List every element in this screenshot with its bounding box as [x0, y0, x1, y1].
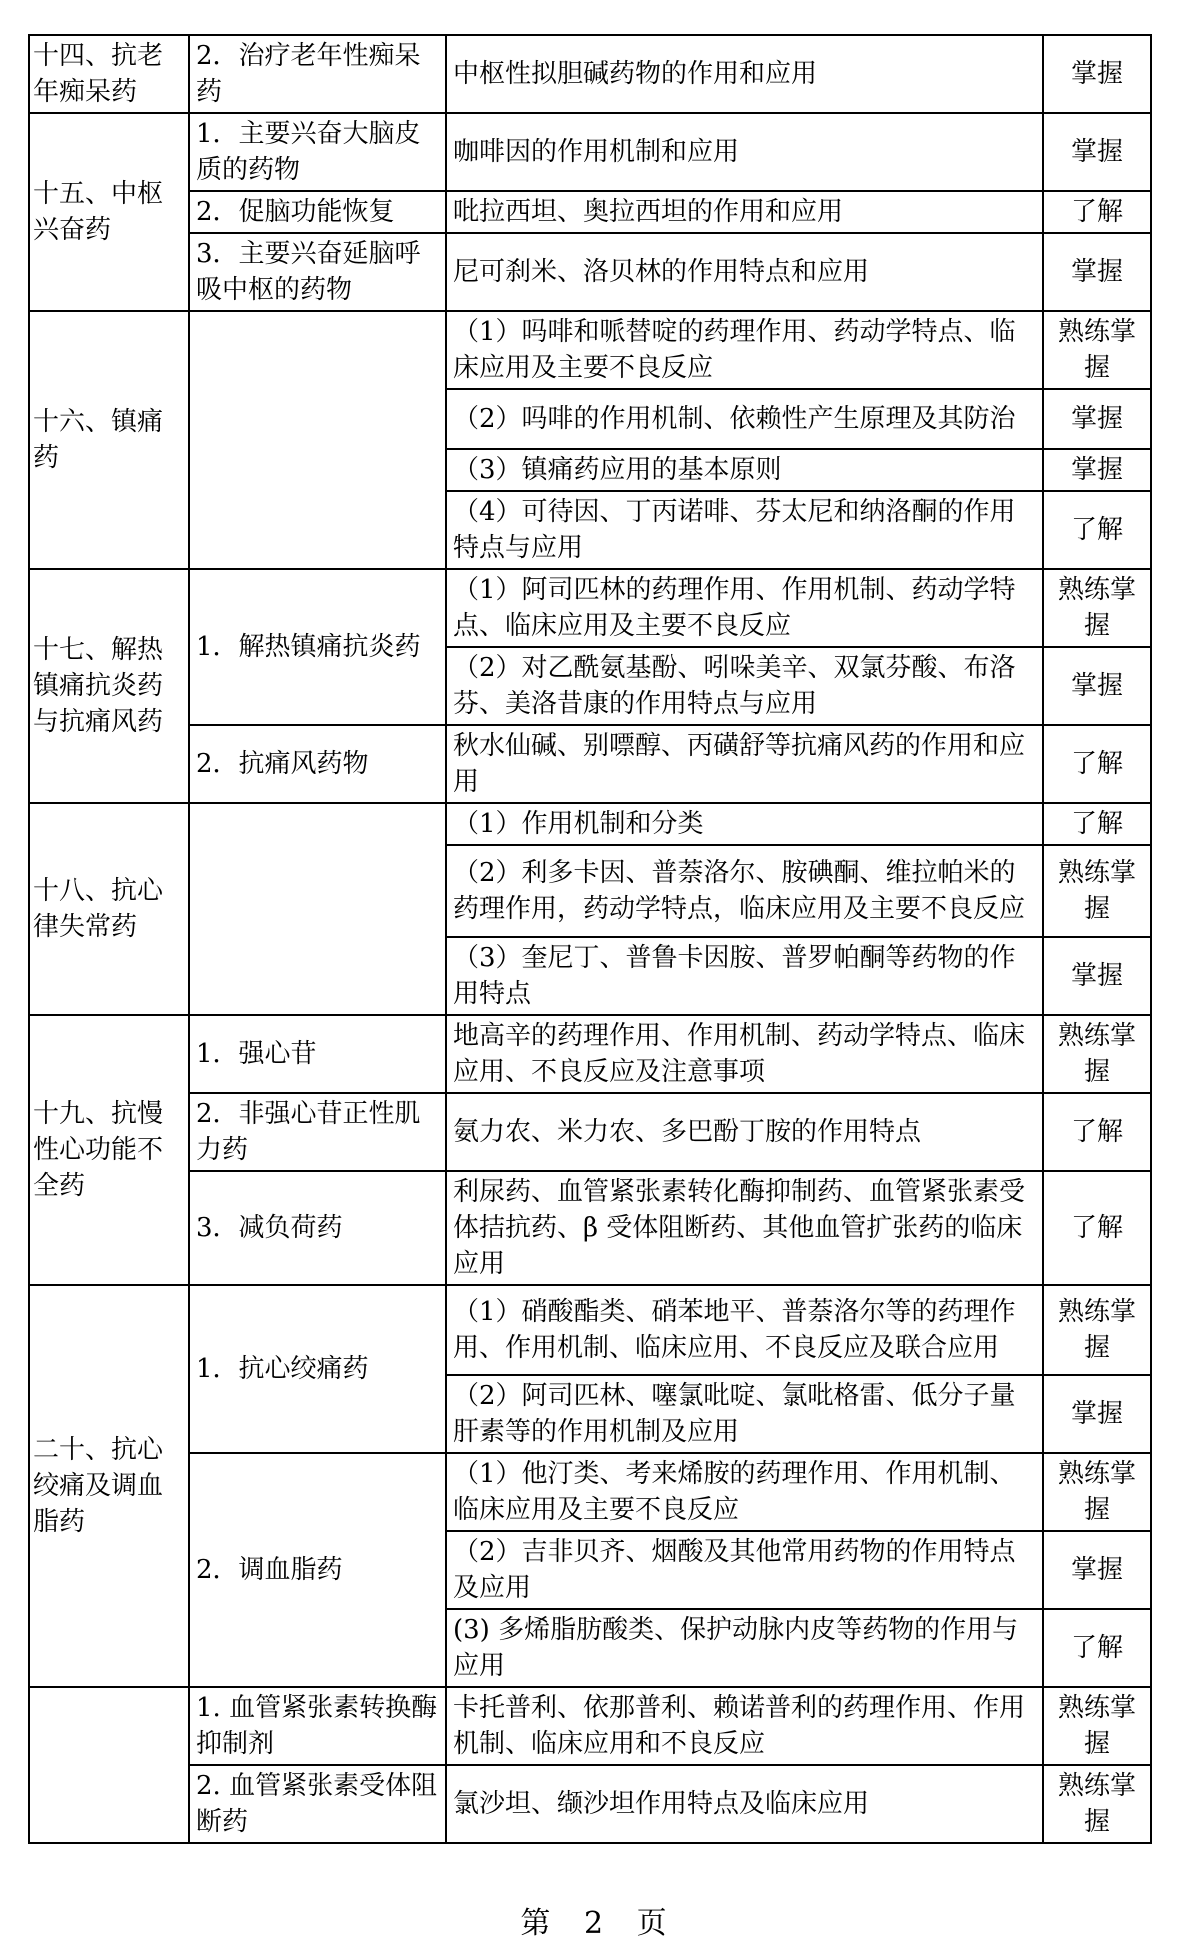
chapter-title: 十六、镇痛药 — [29, 311, 189, 569]
section-name: 3．主要兴奋延脑呼吸中枢的药物 — [189, 233, 446, 311]
item-content: （2）吉非贝齐、烟酸及其他常用药物的作用特点及应用 — [446, 1531, 1043, 1609]
chapter-title: 十七、解热镇痛抗炎药与抗痛风药 — [29, 569, 189, 803]
requirement-level: 熟练掌握 — [1043, 1765, 1151, 1843]
table-row — [29, 1687, 1151, 1765]
requirement-level: 熟练掌握 — [1043, 1687, 1151, 1765]
requirement-level: 掌握 — [1043, 937, 1151, 1015]
requirement-level: 掌握 — [1043, 35, 1151, 113]
section-name: 3．减负荷药 — [189, 1171, 446, 1285]
item-content: （1）吗啡和哌替啶的药理作用、药动学特点、临床应用及主要不良反应 — [446, 311, 1043, 389]
section-name: 1．主要兴奋大脑皮质的药物 — [189, 113, 446, 191]
requirement-level: 了解 — [1043, 803, 1151, 845]
requirement-level: 熟练掌握 — [1043, 1285, 1151, 1375]
requirement-level: 熟练掌握 — [1043, 1015, 1151, 1093]
table-row — [29, 1453, 1151, 1531]
item-content: 咖啡因的作用机制和应用 — [446, 113, 1043, 191]
requirement-level: 掌握 — [1043, 1375, 1151, 1453]
item-content: 卡托普利、依那普利、赖诺普利的药理作用、作用机制、临床应用和不良反应 — [446, 1687, 1043, 1765]
chapter-title: 十五、中枢兴奋药 — [29, 113, 189, 311]
item-content: （2）吗啡的作用机制、依赖性产生原理及其防治 — [446, 389, 1043, 449]
item-content: 氯沙坦、缬沙坦作用特点及临床应用 — [446, 1765, 1043, 1843]
table-row — [29, 35, 1151, 113]
requirement-level: 熟练掌握 — [1043, 569, 1151, 647]
item-content: （1）硝酸酯类、硝苯地平、普萘洛尔等的药理作用、作用机制、临床应用、不良反应及联合应用 — [446, 1285, 1043, 1375]
syllabus-table-body — [29, 35, 1151, 1843]
requirement-level: 了解 — [1043, 1093, 1151, 1171]
item-content: 尼可刹米、洛贝林的作用特点和应用 — [446, 233, 1043, 311]
page-number: 第 2 页 — [520, 1906, 679, 1941]
item-content: （2）阿司匹林、噻氯吡啶、氯吡格雷、低分子量肝素等的作用机制及应用 — [446, 1375, 1043, 1453]
table-row — [29, 1171, 1151, 1285]
chapter-title: 十四、抗老年痴呆药 — [29, 35, 189, 113]
requirement-level: 了解 — [1043, 1609, 1151, 1687]
item-content: （3）镇痛药应用的基本原则 — [446, 449, 1043, 491]
item-content: 地高辛的药理作用、作用机制、药动学特点、临床应用、不良反应及注意事项 — [446, 1015, 1043, 1093]
section-name: 2．非强心苷正性肌力药 — [189, 1093, 446, 1171]
item-content: 秋水仙碱、别嘌醇、丙磺舒等抗痛风药的作用和应用 — [446, 725, 1043, 803]
requirement-level: 掌握 — [1043, 113, 1151, 191]
item-content: 氨力农、米力农、多巴酚丁胺的作用特点 — [446, 1093, 1043, 1171]
item-content: 吡拉西坦、奥拉西坦的作用和应用 — [446, 191, 1043, 233]
section-name — [189, 311, 446, 569]
section-name: 2. 血管紧张素受体阻断药 — [189, 1765, 446, 1843]
table-row — [29, 311, 1151, 389]
requirement-level: 掌握 — [1043, 647, 1151, 725]
table-row — [29, 233, 1151, 311]
item-content: (3) 多烯脂肪酸类、保护动脉内皮等药物的作用与应用 — [446, 1609, 1043, 1687]
requirement-level: 掌握 — [1043, 449, 1151, 491]
table-row — [29, 1285, 1151, 1375]
chapter-title: 十九、抗慢性心功能不全药 — [29, 1015, 189, 1285]
requirement-level: 熟练掌握 — [1043, 311, 1151, 389]
section-name: 1．解热镇痛抗炎药 — [189, 569, 446, 725]
table-row — [29, 1093, 1151, 1171]
item-content: 利尿药、血管紧张素转化酶抑制药、血管紧张素受体拮抗药、β 受体阻断药、其他血管扩张药的临床应用 — [446, 1171, 1043, 1285]
table-row — [29, 803, 1151, 845]
syllabus-sheet — [28, 34, 1150, 1844]
section-name: 1．抗心绞痛药 — [189, 1285, 446, 1453]
table-row — [29, 1765, 1151, 1843]
section-name: 2．治疗老年性痴呆药 — [189, 35, 446, 113]
section-name: 2．调血脂药 — [189, 1453, 446, 1687]
item-content: （3）奎尼丁、普鲁卡因胺、普罗帕酮等药物的作用特点 — [446, 937, 1043, 1015]
requirement-level: 了解 — [1043, 1171, 1151, 1285]
table-row — [29, 191, 1151, 233]
item-content: （1）他汀类、考来烯胺的药理作用、作用机制、临床应用及主要不良反应 — [446, 1453, 1043, 1531]
requirement-level: 掌握 — [1043, 1531, 1151, 1609]
section-name: 2．抗痛风药物 — [189, 725, 446, 803]
requirement-level: 了解 — [1043, 725, 1151, 803]
chapter-title: 十八、抗心律失常药 — [29, 803, 189, 1015]
section-name: 1. 血管紧张素转换酶抑制剂 — [189, 1687, 446, 1765]
item-content: （1）阿司匹林的药理作用、作用机制、药动学特点、临床应用及主要不良反应 — [446, 569, 1043, 647]
item-content: （4）可待因、丁丙诺啡、芬太尼和纳洛酮的作用特点与应用 — [446, 491, 1043, 569]
section-name: 1．强心苷 — [189, 1015, 446, 1093]
item-content: （2）利多卡因、普萘洛尔、胺碘酮、维拉帕米的药理作用，药动学特点，临床应用及主要不良反应 — [446, 845, 1043, 937]
requirement-level: 熟练掌握 — [1043, 845, 1151, 937]
table-row — [29, 569, 1151, 647]
section-name — [189, 803, 446, 1015]
table-row — [29, 113, 1151, 191]
chapter-title: 二十、抗心绞痛及调血脂药 — [29, 1285, 189, 1687]
item-content: （1）作用机制和分类 — [446, 803, 1043, 845]
section-name: 2．促脑功能恢复 — [189, 191, 446, 233]
item-content: （2）对乙酰氨基酚、吲哚美辛、双氯芬酸、布洛芬、美洛昔康的作用特点与应用 — [446, 647, 1043, 725]
requirement-level: 了解 — [1043, 491, 1151, 569]
item-content: 中枢性拟胆碱药物的作用和应用 — [446, 35, 1043, 113]
table-row — [29, 725, 1151, 803]
requirement-level: 掌握 — [1043, 233, 1151, 311]
syllabus-table — [28, 34, 1152, 1844]
chapter-title — [29, 1687, 189, 1843]
requirement-level: 熟练掌握 — [1043, 1453, 1151, 1531]
requirement-level: 了解 — [1043, 191, 1151, 233]
table-row — [29, 1015, 1151, 1093]
requirement-level: 掌握 — [1043, 389, 1151, 449]
